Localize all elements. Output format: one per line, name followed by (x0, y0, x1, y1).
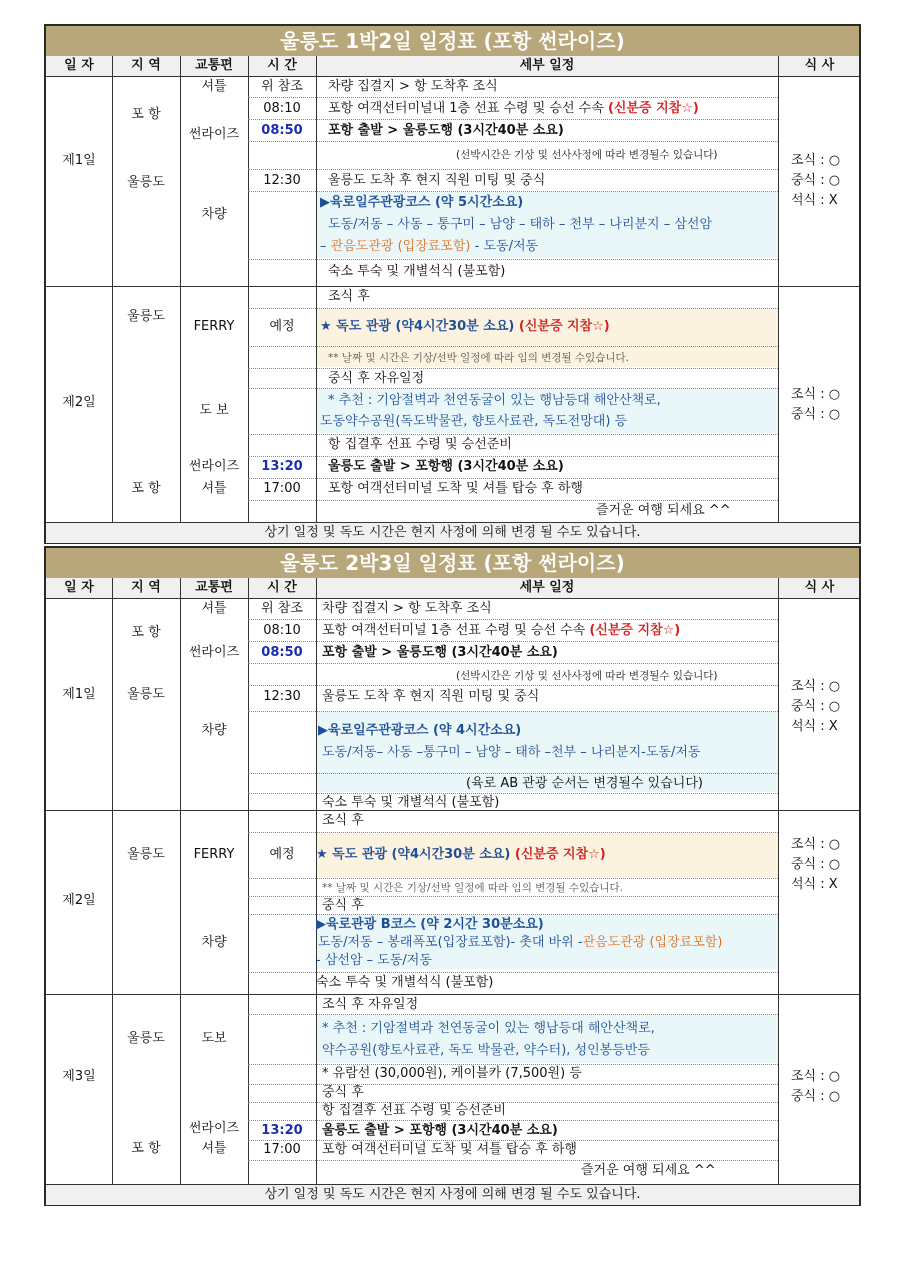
detail-row: 약수공원(향토사료관, 독도 박물관, 약수터), 성인봉등반등 (322, 1043, 650, 1058)
meal-lunch: 중식 : ○ (791, 407, 841, 422)
detail-row: 차량 집결지 > 항 도착후 조식 (328, 79, 498, 94)
transport-label: 썬라이즈 (188, 1121, 240, 1136)
time-cell: 17:00 (263, 1142, 301, 1157)
header-date: 일 자 (64, 58, 94, 73)
detail-row: 포항 여객선터미널내 1층 선표 수령 및 승선 수속 (신분증 지참☆) (328, 101, 699, 116)
schedule-title: 울릉도 2박3일 일정표 (포항 썬라이즈) (46, 548, 859, 579)
time-cell: 12:30 (263, 173, 301, 188)
detail-row: 중식 후 자유일정 (328, 371, 425, 386)
header-meal: 식 사 (804, 58, 835, 73)
meal-breakfast: 조식 : ○ (791, 1069, 841, 1084)
detail-note: (선박시간은 기상 및 선사사정에 따라 변경될수 있습니다) (456, 149, 718, 161)
transport-label: 셔틀 (201, 481, 227, 496)
transport-label: 셔틀 (201, 79, 227, 94)
transport-label: 썬라이즈 (188, 127, 240, 142)
transport-label: 셔틀 (201, 601, 227, 616)
closing-message: 즐거운 여행 되세요 ^^ (596, 503, 731, 518)
region-label: 포 항 (131, 481, 161, 496)
detail-row: 숙소 투숙 및 개별석식 (불포함) (316, 975, 494, 990)
detail-row: 중식 후 (322, 1085, 364, 1100)
transport-label: 셔틀 (201, 1141, 227, 1156)
transport-label: 차량 (201, 207, 227, 222)
day-label: 제1일 (62, 153, 96, 168)
schedule-2n3d (44, 546, 861, 1206)
detail-row: * 추천 : 기암절벽과 천연동굴이 있는 행남등대 해안산책로, (322, 1021, 655, 1036)
detail-row: ★ 독도 관광 (약4시간30분 소요) (신분증 지참☆) (316, 847, 606, 862)
detail-row: 포항 여객선터미널 도착 및 셔틀 탑승 후 하행 (322, 1142, 577, 1157)
schedule-title: 울릉도 1박2일 일정표 (포항 썬라이즈) (46, 26, 859, 57)
transport-label: 썬라이즈 (188, 459, 240, 474)
detail-row: 포항 출발 > 울릉도행 (3시간40분 소요) (322, 645, 558, 660)
transport-label: 썬라이즈 (188, 645, 240, 660)
header-time: 시 간 (267, 58, 297, 73)
detail-row: – 관음도관광 (입장료포함) - 도동/저동 (320, 239, 539, 254)
detail-row: 도동/저동– 사동 –통구미 – 남양 – 태하 –천부 – 나리분지-도동/저동 (322, 745, 701, 760)
detail-row: ★ 독도 관광 (약4시간30분 소요) (신분증 지참☆) (320, 319, 610, 334)
transport-label: 차량 (201, 935, 227, 950)
transport-label: FERRY (193, 319, 235, 334)
detail-row: 울릉도 도착 후 현지 직원 미팅 및 중식 (328, 173, 546, 188)
time-cell: 예정 (269, 319, 295, 334)
day-label: 제2일 (62, 893, 96, 908)
table-header (46, 56, 859, 77)
detail-row: 숙소 투숙 및 개별석식 (불포함) (322, 795, 500, 810)
table-header (46, 578, 859, 599)
region-label: 울릉도 (127, 1031, 165, 1046)
region-label: 울릉도 (127, 847, 165, 862)
detail-row: 도동/저동 – 봉래폭포(입장료포함)- 촛대 바위 -관음도관광 (입장료포함) (318, 935, 723, 950)
region-label: 울릉도 (127, 687, 165, 702)
closing-message: 즐거운 여행 되세요 ^^ (581, 1163, 716, 1178)
detail-row: 항 집결후 선표 수령 및 승선준비 (322, 1103, 506, 1118)
region-label: 포 항 (131, 1141, 161, 1156)
schedule-footer: 상기 일정 및 독도 시간은 현지 사정에 의해 변경 될 수도 있습니다. (46, 522, 859, 543)
detail-note: ** 날짜 및 시간은 기상/선박 일정에 따라 임의 변경될 수있습니다. (322, 882, 623, 894)
header-region: 지 역 (131, 580, 161, 595)
meal-breakfast: 조식 : ○ (791, 837, 841, 852)
detail-row: 도동/저동 – 사동 – 통구미 – 남양 – 태하 – 천부 – 나리분지 – 삼선암 (328, 217, 713, 232)
detail-row: 포항 출발 > 울릉도행 (3시간40분 소요) (328, 123, 564, 138)
detail-row: 조식 후 자유일정 (322, 997, 419, 1012)
detail-note: (육로 AB 관광 순서는 변경될수 있습니다) (466, 776, 703, 791)
header-time: 시 간 (267, 580, 297, 595)
detail-row: 숙소 투숙 및 개별석식 (불포함) (328, 264, 506, 279)
detail-row: 조식 후 (328, 289, 370, 304)
detail-row: 포항 여객선터미널 1층 선표 수령 및 승선 수속 (신분증 지참☆) (322, 623, 681, 638)
region-label: 울릉도 (127, 175, 165, 190)
detail-row: ▶육로일주관광코스 (약 5시간소요) (320, 195, 524, 210)
region-label: 포 항 (131, 625, 161, 640)
time-cell: 13:20 (261, 1123, 303, 1138)
detail-row: 차량 집결지 > 항 도착후 조식 (322, 601, 492, 616)
header-date: 일 자 (64, 580, 94, 595)
meal-dinner: 석식 : X (791, 193, 838, 208)
detail-note: ** 날짜 및 시간은 기상/선박 일정에 따라 임의 변경될 수있습니다. (328, 352, 629, 364)
meal-dinner: 석식 : X (791, 719, 838, 734)
detail-row: 항 집결후 선표 수령 및 승선준비 (328, 437, 512, 452)
header-detail: 세부 일정 (519, 58, 575, 73)
time-cell: 예정 (269, 847, 295, 862)
header-region: 지 역 (131, 58, 161, 73)
detail-row: 울릉도 출발 > 포항행 (3시간40분 소요) (322, 1123, 558, 1138)
region-label: 포 항 (131, 107, 161, 122)
time-cell: 위 참조 (261, 601, 303, 616)
time-cell: 위 참조 (261, 79, 303, 94)
region-label: 울릉도 (127, 309, 165, 324)
detail-row: * 유람선 (30,000원), 케이블카 (7,500원) 등 (322, 1066, 582, 1081)
header-meal: 식 사 (804, 580, 835, 595)
meal-breakfast: 조식 : ○ (791, 387, 841, 402)
header-transport: 교통편 (195, 580, 233, 595)
detail-row: 울릉도 도착 후 현지 직원 미팅 및 중식 (322, 689, 540, 704)
detail-row: * 추천 : 기암절벽과 천연동굴이 있는 행남등대 해안산책로, (328, 393, 661, 408)
day-label: 제2일 (62, 395, 96, 410)
transport-label: 도보 (201, 1031, 227, 1046)
time-cell: 08:10 (263, 623, 301, 638)
detail-row: 도동약수공원(독도박물관, 향토사료관, 독도전망대) 등 (320, 414, 628, 429)
transport-label: 차량 (201, 723, 227, 738)
day-label: 제1일 (62, 687, 96, 702)
detail-row: 울릉도 출발 > 포항행 (3시간40분 소요) (328, 459, 564, 474)
detail-row: 중식 후 (322, 898, 364, 913)
detail-row: - 삼선암 – 도동/저동 (316, 953, 432, 968)
meal-lunch: 중식 : ○ (791, 857, 841, 872)
detail-row: ▶육로관광 B코스 (약 2시간 30분소요) (316, 917, 544, 932)
transport-label: FERRY (193, 847, 235, 862)
detail-row: 포항 여객선터미널 도착 및 셔틀 탑승 후 하행 (328, 481, 583, 496)
meal-breakfast: 조식 : ○ (791, 153, 841, 168)
day-label: 제3일 (62, 1069, 96, 1084)
time-cell: 17:00 (263, 481, 301, 496)
time-cell: 08:10 (263, 101, 301, 116)
meal-lunch: 중식 : ○ (791, 1089, 841, 1104)
detail-row: ▶육로일주관광코스 (약 4시간소요) (318, 723, 522, 738)
schedule-1n2d (44, 24, 861, 544)
meal-breakfast: 조식 : ○ (791, 679, 841, 694)
meal-lunch: 중식 : ○ (791, 699, 841, 714)
schedule-footer: 상기 일정 및 독도 시간은 현지 사정에 의해 변경 될 수도 있습니다. (46, 1184, 859, 1205)
time-cell: 13:20 (261, 459, 303, 474)
meal-lunch: 중식 : ○ (791, 173, 841, 188)
detail-row: 조식 후 (322, 813, 364, 828)
time-cell: 08:50 (261, 123, 303, 138)
detail-note: (선박시간은 기상 및 선사사정에 따라 변경될수 있습니다) (456, 670, 718, 682)
header-transport: 교통편 (195, 58, 233, 73)
meal-dinner: 석식 : X (791, 877, 838, 892)
header-detail: 세부 일정 (519, 580, 575, 595)
time-cell: 12:30 (263, 689, 301, 704)
transport-label: 도 보 (199, 403, 229, 418)
time-cell: 08:50 (261, 645, 303, 660)
